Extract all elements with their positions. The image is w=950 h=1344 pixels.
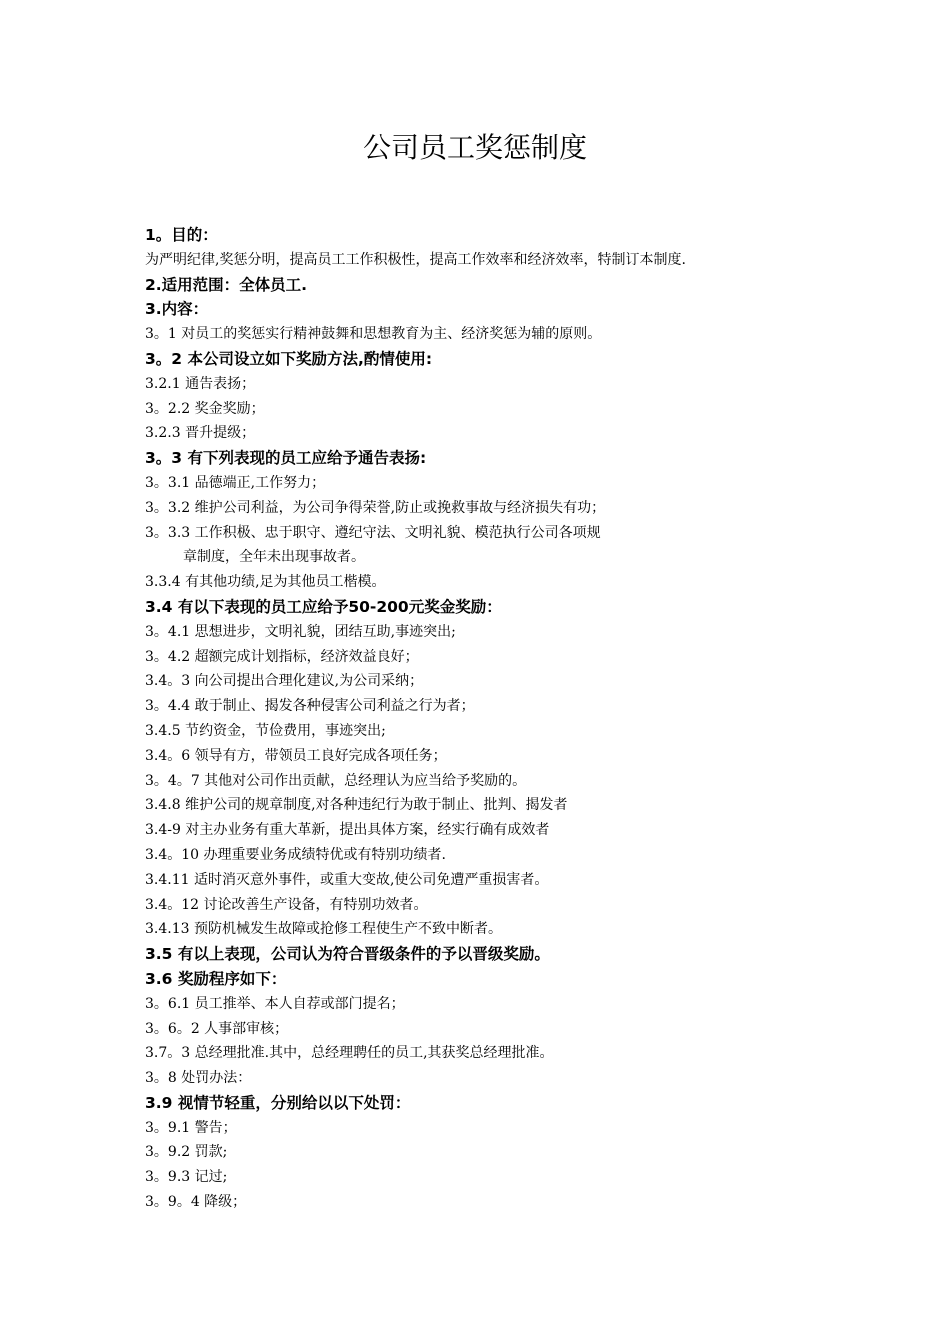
paragraph-line: 3。4.2 超额完成计划指标，经济效益良好； bbox=[145, 648, 419, 665]
paragraph-line: 3。6.1 员工推举、本人自荐或部门提名； bbox=[145, 995, 405, 1012]
section-heading: 3.4 有以下表现的员工应给予50-200元奖金奖励： bbox=[145, 597, 502, 616]
paragraph-line: 3。9.1 警告； bbox=[145, 1119, 237, 1136]
paragraph-line: 3。2.2 奖金奖励； bbox=[145, 400, 265, 417]
section-heading: 1。目的： bbox=[145, 226, 218, 244]
paragraph-line: 3.2.1 通告表扬； bbox=[145, 375, 256, 392]
paragraph-line: 3。8 处罚办法： bbox=[145, 1070, 252, 1087]
paragraph-line: 3。9。4 降级； bbox=[145, 1194, 247, 1211]
paragraph-line: 3.4。3 向公司提出合理化建议,为公司采纳； bbox=[145, 673, 424, 690]
section-heading: 3.9 视情节轻重，分别给以以下处罚： bbox=[145, 1093, 411, 1112]
paragraph-line: 3。4.1 思想进步，文明礼貌，团结互助,事迹突出; bbox=[145, 623, 456, 640]
section-heading: 2.适用范围：全体员工. bbox=[145, 275, 308, 294]
paragraph-line: 为严明纪律,奖惩分明，提高员工工作积极性，提高工作效率和经济效率，特制订本制度. bbox=[145, 251, 686, 268]
paragraph-line: 3。3.3 工作积极、忠于职守、遵纪守法、文明礼貌、模范执行公司各项规 bbox=[145, 524, 601, 541]
paragraph-line: 3。4.4 敢于制止、揭发各种侵害公司利益之行为者； bbox=[145, 698, 475, 715]
paragraph-line: 章制度，全年未出现事故者。 bbox=[183, 549, 365, 566]
section-heading: 3.6 奖励程序如下： bbox=[145, 969, 287, 988]
paragraph-line: 3.2.3 晋升提级； bbox=[145, 425, 256, 442]
paragraph-line: 3。3.1 品德端正,工作努力； bbox=[145, 474, 326, 491]
paragraph-line: 3。9.2 罚款; bbox=[145, 1144, 228, 1161]
document-body bbox=[145, 223, 825, 1215]
paragraph-line: 3。3.2 维护公司利益，为公司争得荣誉,防止或挽救事故与经济损失有功； bbox=[145, 499, 606, 516]
paragraph-line: 3.4.5 节约资金，节俭费用，事迹突出; bbox=[145, 722, 386, 739]
paragraph-line: 3。1 对员工的奖惩实行精神鼓舞和思想教育为主、经济奖惩为辅的原则。 bbox=[145, 326, 602, 343]
paragraph-line: 3.4-9 对主办业务有重大革新，提出具体方案，经实行确有成效者 bbox=[145, 822, 550, 839]
paragraph-line: 3.4.8 维护公司的规章制度,对各种违纪行为敢于制止、批判、揭发者 bbox=[145, 797, 568, 814]
section-heading: 3。2 本公司设立如下奖励方法,酌情使用: bbox=[145, 349, 433, 368]
section-heading: 3.5 有以上表现，公司认为符合晋级条件的予以晋级奖励。 bbox=[145, 945, 550, 964]
document-title: 公司员工奖惩制度 bbox=[362, 131, 587, 164]
paragraph-line: 3.4。6 领导有方，带领员工良好完成各项任务； bbox=[145, 747, 447, 764]
paragraph-line: 3.7。3 总经理批准.其中，总经理聘任的员工,其获奖总经理批准。 bbox=[145, 1045, 554, 1062]
section-heading: 3。3 有下列表现的员工应给予通告表扬: bbox=[145, 449, 427, 468]
section-heading: 3.内容： bbox=[145, 300, 209, 319]
paragraph-line: 3.4。10 办理重要业务成绩特优或有特别功绩者. bbox=[145, 846, 446, 863]
paragraph-line: 3。9.3 记过; bbox=[145, 1169, 228, 1186]
paragraph-line: 3.4.13 预防机械发生故障或抢修工程使生产不致中断者。 bbox=[145, 921, 502, 938]
paragraph-line: 3。4。7 其他对公司作出贡献，总经理认为应当给予奖励的。 bbox=[145, 772, 527, 789]
paragraph-line: 3.4.11 适时消灭意外事件，或重大变故,使公司免遭严重损害者。 bbox=[145, 871, 549, 888]
paragraph-line: 3。6。2 人事部审核； bbox=[145, 1020, 289, 1037]
paragraph-line: 3.4。12 讨论改善生产设备，有特别功效者。 bbox=[145, 896, 428, 913]
paragraph-line: 3.3.4 有其他功绩,足为其他员工楷模。 bbox=[145, 574, 386, 591]
